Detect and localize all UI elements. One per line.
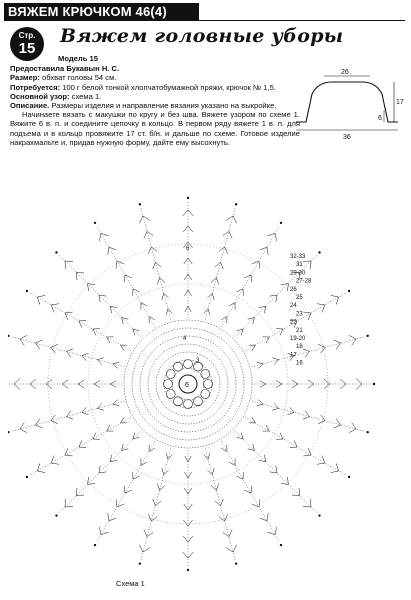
scheme-stitch [97,403,104,410]
model-info [10,54,300,147]
height-label: 17 [396,99,404,106]
scheme-picot [318,251,320,253]
scheme-stitch [221,316,227,323]
scheme-stitch [162,293,169,300]
scheme-picot [373,383,375,385]
scheme-stitch [133,433,140,440]
scheme-picot [94,544,96,546]
scheme-spoke [141,448,171,560]
scheme-spoke [245,417,345,475]
scheme-picot [318,514,320,516]
author-label: Предоставила [10,64,65,74]
scheme-petal [166,370,175,379]
row-label: 19-20 [290,336,306,342]
scheme-stitch [249,417,256,423]
hat-pattern-diagram [288,64,406,146]
scheme-stitch [252,261,260,268]
magazine-header: ВЯЖЕМ КРЮЧКОМ 46(4) [4,3,199,21]
description-label: Описание. [10,101,50,111]
scheme-stitch [267,233,276,241]
scheme-stitch [99,233,108,241]
scheme-petal [166,390,175,399]
scheme-spoke [59,431,141,513]
scheme-stitch [51,456,59,465]
description-line [10,101,300,110]
scheme-picot [235,203,237,205]
scheme-stitch [303,312,310,320]
scheme-stitch [97,358,104,365]
scheme-stitch [267,527,276,535]
scheme-stitch [82,353,89,361]
spoke-label: 6 [186,246,190,252]
scheme-stitch [229,458,235,465]
scheme-stitch [229,303,235,310]
row-label: 27-28 [296,278,312,285]
scheme-stitch [262,425,269,431]
scheme-stitch [108,247,117,255]
scheme-spoke [235,255,317,337]
scheme-stitch [120,345,127,351]
scheme-stitch [272,358,279,365]
scheme-spoke [221,441,279,541]
materials-text: 100 г белой тонкой хлопчатобумажной пряжи, крючок № 1,5. [62,82,276,92]
scheme-stitch [107,337,114,343]
scheme-stitch [211,278,219,285]
scheme-spoke [252,337,364,367]
scheme-spoke [97,441,155,541]
scheme-stitch [144,530,154,537]
row-label: 26 [290,286,297,293]
scheme-stitch [223,231,233,238]
scheme-picot [55,514,57,516]
scheme-stitch [303,448,310,456]
ring-label-2: 3 [196,358,200,364]
scheme-spoke [59,255,141,337]
model-name: Модель 15 [58,54,98,63]
ring-label: 4 [183,336,187,342]
scheme-stitch [141,303,147,310]
brim-label: 6 [378,115,382,122]
scheme-petal [201,390,210,399]
scheme-stitch [221,445,227,452]
scheme-picot [366,335,368,337]
scheme-spoke [205,448,235,560]
scheme-picot [348,476,350,478]
scheme-stitch [162,468,169,475]
size-line [10,73,300,82]
scheme-stitch [65,448,72,456]
row-label: 17 [290,352,297,359]
scheme-stitch [149,316,155,323]
scheme-petal [204,380,213,389]
description-text: Размеры изделия и направление вязания указано на выкройке. [51,101,277,111]
scheme-picot [187,197,189,199]
scheme-stitch [116,499,124,506]
row-label: 31 [296,262,303,269]
row-label: 24 [290,303,297,310]
center-label: 6 [185,382,189,389]
scheme-stitch [331,463,339,472]
scheme-stitch [331,295,339,304]
scheme-stitch [237,329,244,336]
scheme-stitch [141,458,147,465]
scheme-stitch [184,488,192,494]
row-label: 29-30 [290,270,306,277]
scheme-spoke [30,293,130,351]
scheme-petal [174,362,183,371]
scheme-stitch [334,340,341,350]
scheme-stitch [82,407,89,415]
scheme-spoke [30,417,130,475]
row-label: 21 [296,327,303,334]
row-label: 22 [290,319,297,326]
row-label: 32-33 [290,254,306,260]
scheme-picot [187,569,189,571]
scheme-stitch [120,417,127,423]
row-label: 23 [296,311,303,318]
scheme-picot [235,562,237,564]
materials-line [10,83,300,92]
scheme-petal [184,360,193,369]
scheme-stitch [262,337,269,343]
scheme-spoke [252,401,364,431]
crochet-scheme [8,196,404,586]
scheme-stitch [223,530,233,537]
pattern-label: Основной узор: [10,91,70,101]
size-label: Размер: [10,73,40,83]
scheme-stitch [35,419,42,429]
scheme-petal [201,370,210,379]
author-line [10,64,300,73]
page-badge-number: 15 [18,40,36,57]
scheme-stitch [65,312,72,320]
author-name: Букавын Н. С. [66,64,120,74]
pattern-text: схема 1. [71,91,102,101]
scheme-picot [94,222,96,224]
scheme-picot [26,290,28,292]
scheme-stitch [287,407,294,415]
scheme-stitch [37,295,45,304]
row-label: 16 [296,360,303,367]
scheme-stitch [317,304,325,313]
scheme-picot [139,562,141,564]
size-text: обхват головы 54 см. [42,73,117,83]
scheme-stitch [260,247,269,255]
scheme-stitch [133,329,140,336]
scheme-stitch [37,463,45,472]
scheme-spoke [12,401,124,431]
scheme-caption: Схема 1 [116,579,145,588]
scheme-stitch [317,456,325,465]
scheme-petal [184,400,193,409]
scheme-spoke [141,208,171,320]
scheme-stitch [51,304,59,313]
scheme-picot [8,431,10,433]
scheme-stitch [211,483,219,490]
scheme-stitch [99,527,108,535]
scheme-petal [174,397,183,406]
hat-outline [296,82,398,122]
scheme-picot [280,222,282,224]
scheme-stitch [237,433,244,440]
scheme-spoke [221,226,279,326]
scheme-stitch [184,274,192,280]
scheme-stitch [249,345,256,351]
scheme-stitch [149,445,155,452]
scheme-stitch [148,514,157,521]
top-width-label: 26 [341,69,349,76]
scheme-petal [164,380,173,389]
scheme-stitch [108,513,117,521]
scheme-picot [8,335,10,337]
instructions-text: Начинаете вязать с макушки по кругу и без шва. Вяжете узором по схеме 1. Вяжите 6 в. п. и соедините цепочку в кольцо. В первом ряду вяжете 1 в. п. для подъема и в кольцо провяжите 17 ст. б/н. и дальше по схеме. Готовое изделие накрахмальте и, придав нужную форму, дайте ему высохнуть. [10,110,300,147]
bottom-width-label: 36 [343,134,351,141]
header-rule [199,20,405,21]
row-label: 25 [296,295,303,301]
scheme-stitch [35,340,42,350]
scheme-picot [280,544,282,546]
scheme-stitch [272,403,279,410]
scheme-stitch [157,483,165,490]
scheme-stitch [252,499,260,506]
scheme-stitch [78,380,84,388]
scheme-picot [26,476,28,478]
scheme-picot [55,251,57,253]
scheme-stitch [157,278,165,285]
materials-label: Потребуется: [10,82,61,92]
scheme-picot [348,290,350,292]
pattern-line [10,92,300,101]
scheme-spoke [12,337,124,367]
scheme-stitch [318,344,325,353]
scheme-picot [139,203,141,205]
row-labels [290,254,312,367]
scheme-stitch [334,419,341,429]
scheme-petal [194,397,203,406]
scheme-spoke [205,208,235,320]
scheme-picot [366,431,368,433]
scheme-stitch [116,261,124,268]
scheme-stitch [292,380,298,388]
page-badge-label: Стр. [18,31,36,40]
scheme-stitch [148,247,157,254]
scheme-stitch [144,231,154,238]
scheme-spoke [235,431,317,513]
page-title: Вяжем головные уборы [60,25,344,47]
scheme-stitch [107,425,114,431]
scheme-stitch [207,468,214,475]
scheme-stitch [219,514,228,521]
scheme-spoke [97,226,155,326]
scheme-stitch [51,344,58,353]
scheme-stitch [260,513,269,521]
scheme-stitch [207,293,214,300]
row-label: 18 [296,344,303,351]
